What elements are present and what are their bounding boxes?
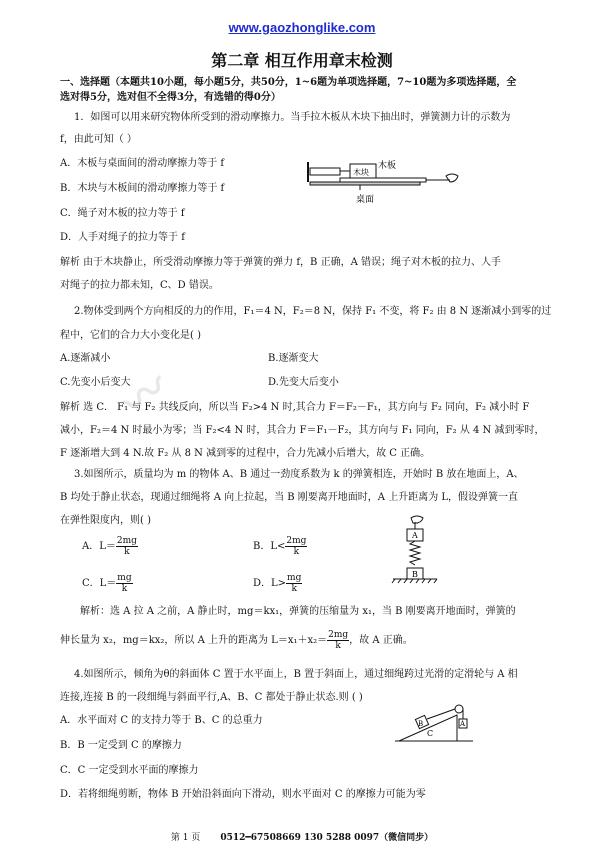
q3-answer-den: k <box>335 641 341 651</box>
q3-option-d <box>253 573 302 594</box>
q2-answer-line2: 减小，F₂＝4 N 时最小为零；当 F₂<4 N 时，其合力 F＝F₁－F₂，其方向与 F₁ 同向，F₂ 从 4 N 减到零时， <box>60 425 545 436</box>
q3-answer: 解析：选 A 拉 A 之前，A 静止时，mg＝kx₁，弹簧的压缩量为 x₁，当 B 刚要离开地面时，弹簧的 <box>80 606 516 617</box>
q3-figure <box>385 512 445 587</box>
q2-answer-line3: F 逐渐增大到 4 N.故 F₂ 从 8 N 减到零的过程中，合力先减小后增大，故 C 正确。 <box>60 448 431 459</box>
q4-figure <box>395 703 475 747</box>
q3-option-a-den: k <box>124 547 130 557</box>
q1-figure-block-label: 木块 <box>353 168 369 177</box>
q1-option-d: D．人手对绳子的拉力等于 f <box>60 232 185 243</box>
footer <box>0 830 604 843</box>
q2-answer: 解析 选 C． F₁ 与 F₂ 共线反向，所以当 F₂>4 N 时,其合力 F＝F₂－F₁，其方向与 F₂ 同向，F₂ 减小时 F <box>60 402 530 413</box>
q2-stem-line2: 程中，它们的合力大小变化是( ) <box>60 330 201 341</box>
q3-option-c-den: k <box>121 584 128 594</box>
site-url-link[interactable]: www.gaozhonglike.com <box>228 20 376 35</box>
q1-option-a: A．木板与桌面间的滑动摩擦力等于 f <box>60 158 225 169</box>
page-number: 第 1 页 <box>170 833 201 843</box>
q3-option-b-label: B．L< <box>253 541 286 552</box>
q4-option-a: A．水平面对 C 的支持力等于 B、C 的总重力 <box>60 715 263 726</box>
section-heading-line2: 选对得5分，选对但不全得3分，有选错的得0分） <box>60 92 281 103</box>
section-heading: 一、选择题（本题共10小题，每小题5分，共50分，1~6题为单项选择题，7~10题为多项选择题，全 <box>60 77 517 88</box>
q1-answer-line2: 对绳子的拉力都未知，C、D 错误。 <box>60 280 219 291</box>
q4-option-d: D．若将细绳剪断，物体 B 开始沿斜面向下滑动，则水平面对 C 的摩擦力可能为零 <box>60 789 426 800</box>
q1-stem: 1．如图可以用来研究物体所受到的滑动摩擦力。当手拉木板从木块下抽出时，弹簧测力计的示数为 <box>74 112 511 123</box>
q1-figure-table-label: 桌面 <box>356 195 375 205</box>
q3-stem: 3.如图所示，质量均为 m 的物体 A、B 通过一劲度系数为 k 的弹簧相连，开始时 B 放在地面上，A、 <box>74 469 524 480</box>
q4-figure-c-label: C <box>427 729 434 738</box>
q1-option-b: B．木块与木板间的滑动摩擦力等于 f <box>60 183 225 194</box>
q3-option-a <box>82 536 138 557</box>
q3-stem-line2: B 均处于静止状态，现通过细绳将 A 向上拉起，当 B 刚要离开地面时，A 上升距离为 L，假设弹簧一直 <box>60 492 519 503</box>
q3-option-c-label: C．L＝ <box>82 578 117 589</box>
q1-answer: 解析 由于木块静止，所受滑动摩擦力等于弹簧的弹力 f，B 正确，A 错误；绳子对木板的拉力、人手 <box>60 257 501 268</box>
q2-option-a: A.逐渐减小 <box>60 353 111 364</box>
q4-stem: 4.如图所示，倾角为θ的斜面体 C 置于水平面上，B 置于斜面上，通过细绳跨过光滑的定滑轮与 A 相 <box>74 669 518 680</box>
watermark-decoration: 〰 <box>110 360 180 431</box>
q2-option-b: B.逐渐变大 <box>268 353 319 364</box>
q3-answer-line2-text: 伸长量为 x₂，mg＝kx₂，所以 A 上升的距离为 L＝x₁＋x₂＝ <box>60 635 328 646</box>
q1-stem-line2: f，由此可知（ ） <box>60 134 137 145</box>
q3-answer-line2 <box>60 630 413 651</box>
q4-stem-line2: 连接,连接 B 的一段细绳与斜面平行,A、B、C 都处于静止状态.则 ( ) <box>60 692 363 703</box>
q3-figure-a-label: A <box>412 531 418 540</box>
q3-stem-line3: 在弹性限度内，则( ) <box>60 515 151 526</box>
q1-option-c: C．绳子对木板的拉力等于 f <box>60 208 185 219</box>
q3-option-a-label: A．L＝ <box>82 541 116 552</box>
q3-answer-line2-tail: ，故 A 正确。 <box>349 635 413 646</box>
q2-option-c: C.先变小后变大 <box>60 377 131 388</box>
q4-figure-a-label: A <box>460 720 466 728</box>
q3-option-c-num: mg <box>117 573 132 583</box>
q4-option-b: B．B 一定受到 C 的摩擦力 <box>60 740 182 751</box>
q1-figure <box>300 152 460 207</box>
q4-option-c: C．C 一定受到水平面的摩擦力 <box>60 765 199 776</box>
q2-stem: 2.物体受到两个方向相反的力的作用，F₁＝4 N，F₂＝8 N，保持 F₁ 不变，将 F₂ 由 8 N 逐渐减小到零的过 <box>74 306 552 317</box>
q3-option-c <box>82 573 133 594</box>
q3-option-d-den: k <box>291 584 297 594</box>
q1-figure-board-label: 木板 <box>378 161 397 171</box>
q2-option-d: D.先变大后变小 <box>268 377 339 388</box>
q3-figure-b-label: B <box>412 570 418 579</box>
q4-figure-b-label: B <box>418 720 424 728</box>
page-title: 第二章 相互作用章末检测 <box>211 51 393 70</box>
q3-answer-num: 2mg <box>328 630 349 640</box>
q3-option-b <box>253 536 307 557</box>
q3-option-b-num: 2mg <box>286 536 307 546</box>
contact-phone: 0512━67508669 130 5288 0097（微信同步） <box>220 833 434 843</box>
q3-option-d-label: D．L> <box>253 578 287 589</box>
q3-option-a-num: 2mg <box>116 536 137 546</box>
q3-option-b-den: k <box>293 547 300 557</box>
q3-option-d-num: mg <box>287 573 302 583</box>
